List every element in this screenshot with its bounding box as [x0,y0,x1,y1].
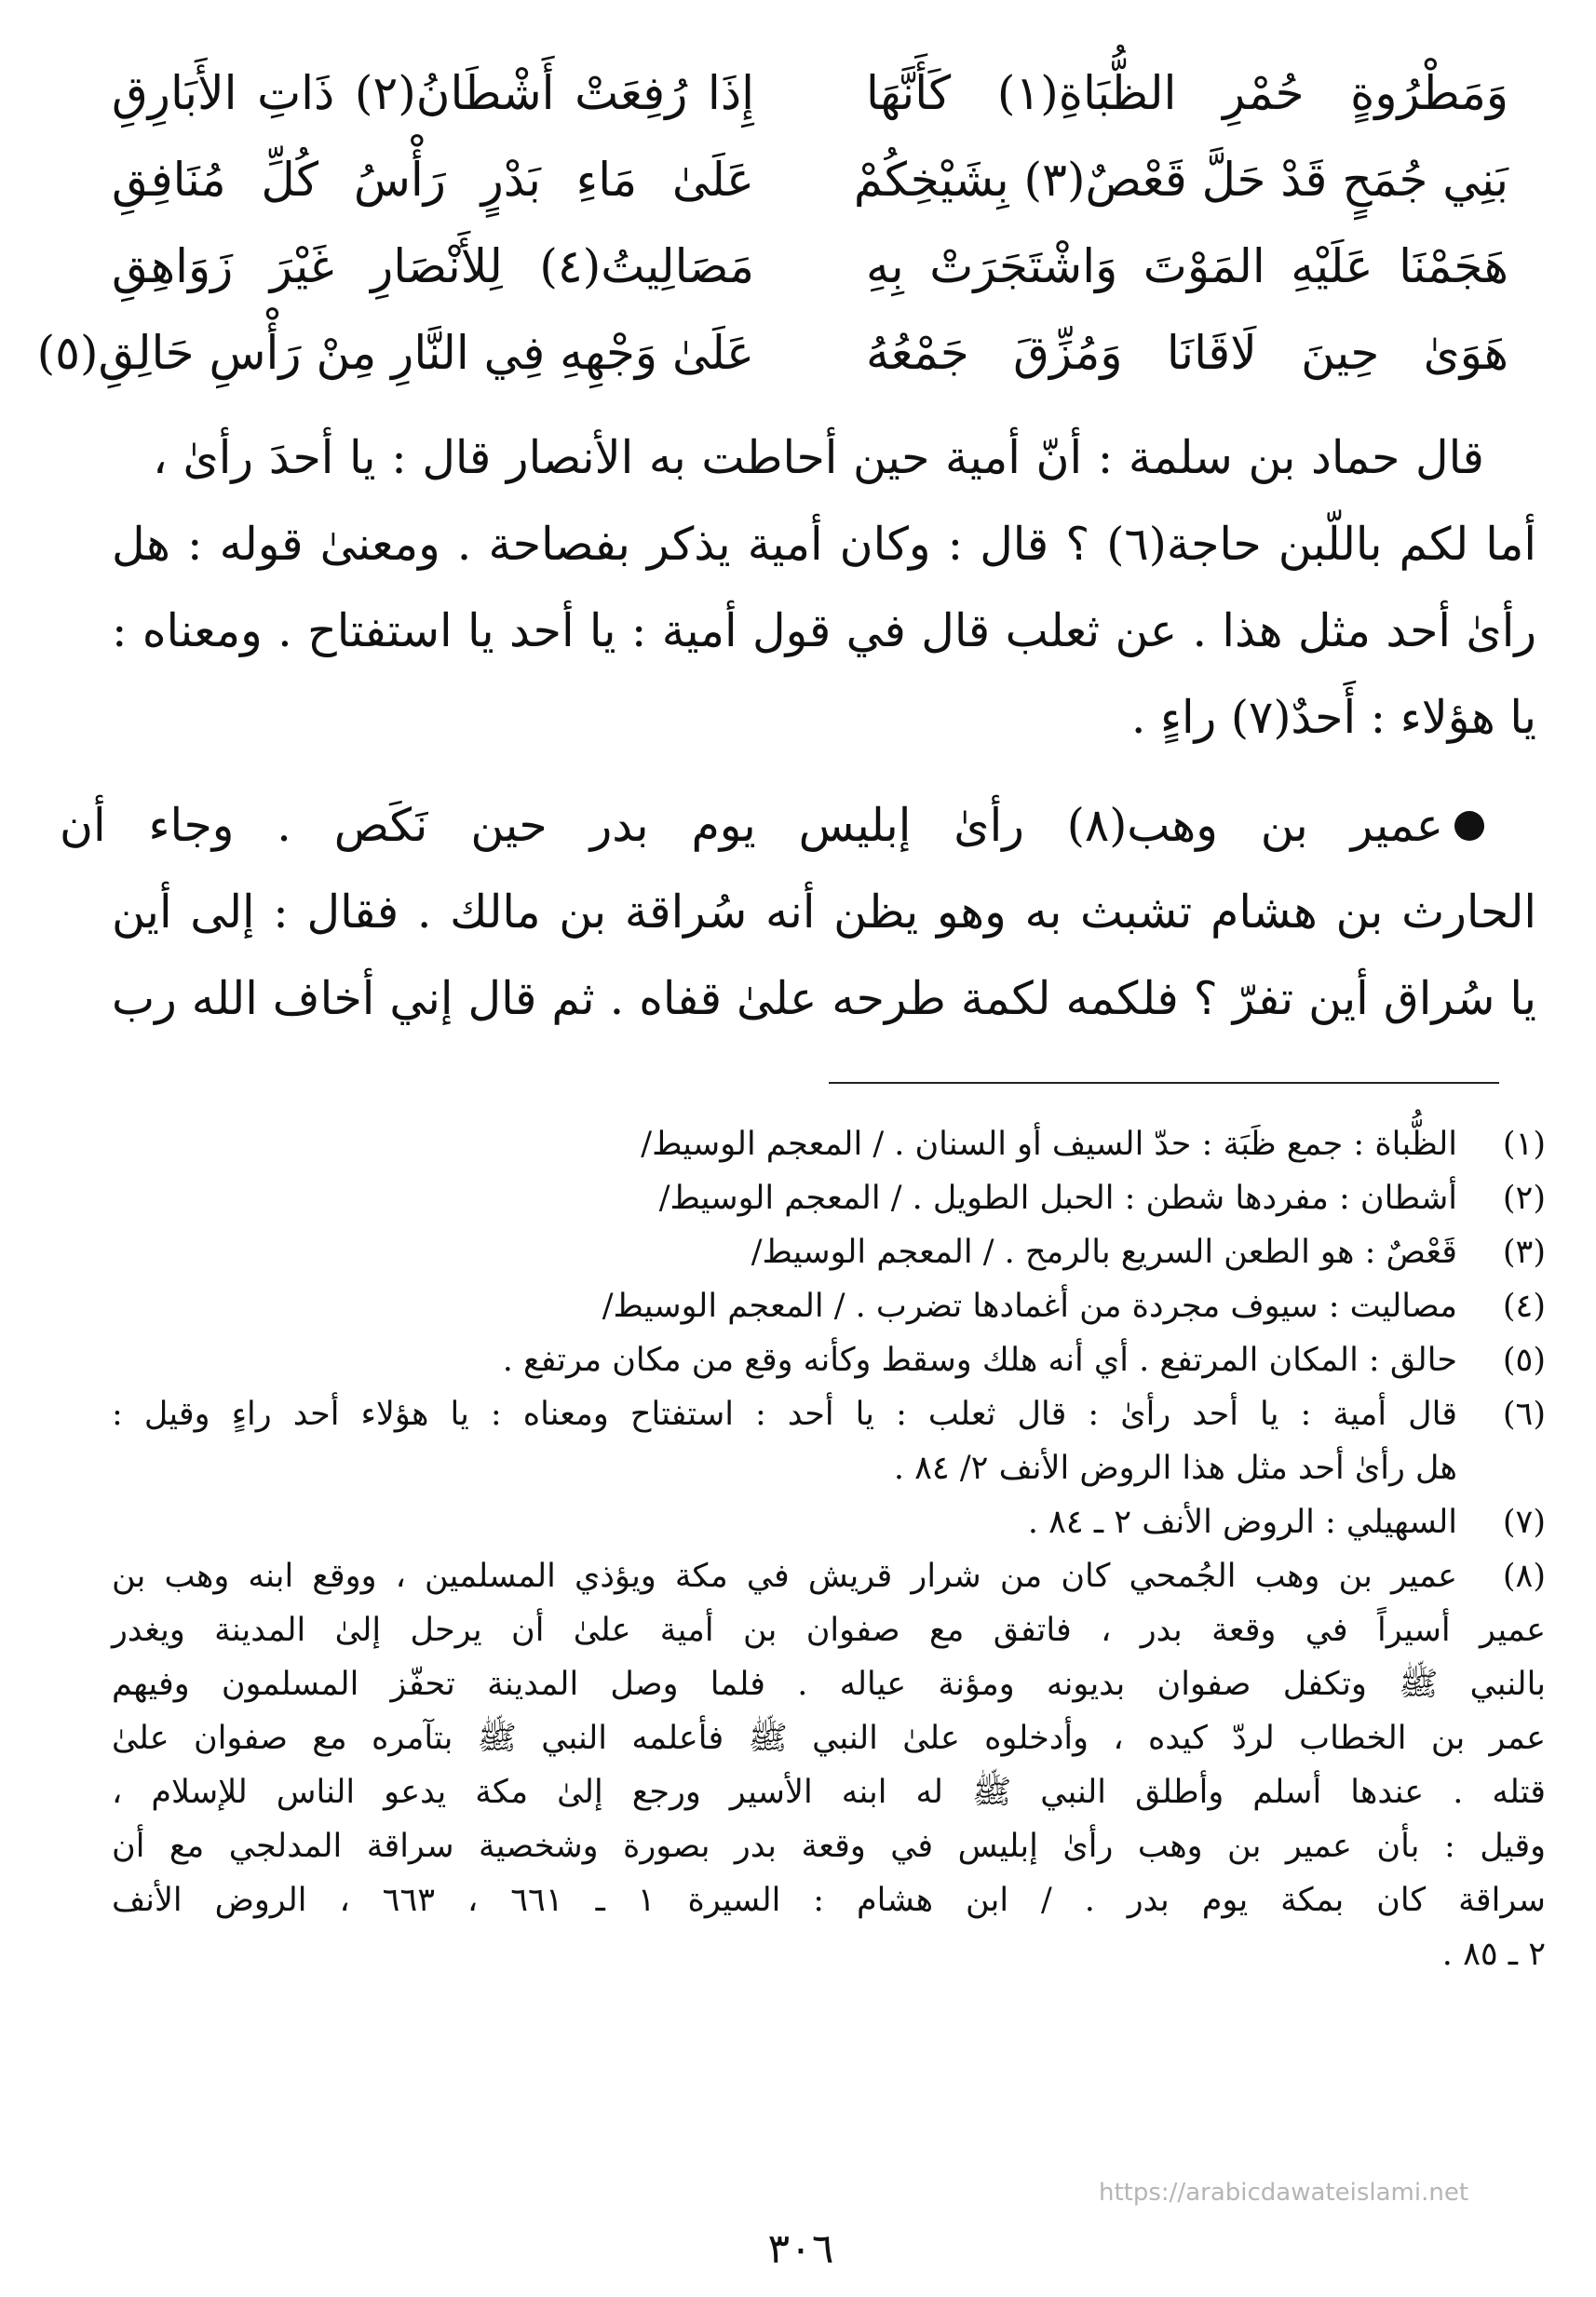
verse-first-hemistich: هَوَىٰ حِينَ لَاقَانَا وَمُزِّقَ جَمْعُهُ [866,326,1508,380]
footnote-text: عمير بن وهب الجُمحي كان من شرار قريش في مكة ويؤذي المسلمين ، ووقع ابنه وهب بن [112,1558,1457,1595]
footnote-number: (٦) [1502,1396,1546,1433]
bulleted-paragraph-line [60,782,1484,869]
footnote [112,1225,1546,1279]
footnote-number: (٨) [1502,1558,1546,1595]
verse-second-hemistich: عَلَىٰ وَجْهِهِ فِي النَّارِ مِنْ رَأْسِ حَالِقِ(٥) [36,326,754,380]
poem-verse [36,316,1508,402]
verse-second-hemistich: إِذَا رُفِعَتْ أَشْطَانُ(٢) ذَاتِ الأَبَارِقِ [112,66,754,120]
footnote-text: ٢ ـ ٨٥ . [1441,1936,1546,1973]
verse-second-hemistich: مَصَالِيتُ(٤) لِلأَنْصَارِ غَيْرَ زَوَاهِقِ [112,239,754,293]
footnote-text: الظُّباة : جمع ظَبَة : حدّ السيف أو السنان . / المعجم الوسيط/ [641,1126,1457,1163]
watermark-url: https://arabicdawateislami.net [1099,2179,1469,2207]
page-number: ٣٠٦ [767,2225,834,2273]
footnote-separator [829,1082,1499,1084]
footnote-text: حالق : المكان المرتفع . أي أنه هلك وسقط وكأنه وقع من مكان مرتفع . [502,1342,1457,1379]
footnote-text: عمير أسيراً في وقعة بدر ، فاتفق مع صفوان بن أمية علىٰ أن يرحل إلىٰ المدينة ويغدر [112,1612,1546,1649]
poem-verse [112,229,1508,316]
verse-first-hemistich: هَجَمْنَا عَلَيْهِ المَوْتَ وَاشْتَجَرَتْ بِهِ [866,239,1508,293]
paragraph-text: عمير بن وهب(٨) رأىٰ إبليس يوم بدر حين نَكَص . وجاء أن [60,799,1443,852]
footnote [112,1279,1546,1333]
footnote-text: قَعْصٌ : هو الطعن السريع بالرمح . / المعجم الوسيط/ [751,1234,1457,1271]
poem-verse [112,56,1508,142]
footnote-number: (٧) [1502,1504,1546,1541]
footnote-text: هل رأىٰ أحد مثل هذا الروض الأنف ٢/ ٨٤ . [893,1450,1457,1487]
footnote-text: عمر بن الخطاب لردّ كيده ، وأدخلوه علىٰ النبي ﷺ فأعلمه النبي ﷺ بتآمره مع صفوان علىٰ [112,1720,1546,1757]
footnote-text: مصاليت : سيوف مجردة من أغمادها تضرب . / المعجم الوسيط/ [602,1288,1457,1325]
poem-verse [112,142,1508,229]
verse-second-hemistich: عَلَىٰ مَاءِ بَدْرٍ رَأْسُ كُلِّ مُنَافِقِ [112,153,754,207]
body-paragraph-line: رأىٰ أحد مثل هذا . عن ثعلب قال في قول أمية : يا أحد يا استفتاح . ومعناه : [112,604,1536,657]
footnote-number: (٤) [1502,1288,1546,1325]
footnote-text: السهيلي : الروض الأنف ٢ ـ ٨٤ . [1027,1504,1457,1541]
footnote-text: سراقة كان بمكة يوم بدر . / ابن هشام : السيرة ١ ـ ٦٦١ ، ٦٦٣ ، الروض الأنف [112,1882,1546,1919]
poem [36,56,1509,402]
body-paragraph-line: يا سُراق أين تفرّ ؟ فلكمه لكمة طرحه علىٰ قفاه . ثم قال إني أخاف الله رب [112,972,1536,1025]
body-paragraph-line: أما لكم باللّبن حاجة(٦) ؟ قال : وكان أمية يذكر بفصاحة . ومعنىٰ قوله : هل [112,518,1537,571]
verse-first-hemistich: وَمَطْرُوةٍ حُمْرِ الظُّبَاةِ(١) كَأَنَّهَا [866,66,1509,120]
footnote-text: وقيل : بأن عمير بن وهب رأىٰ إبليس في وقعة بدر بصورة وشخصية سراقة المدلجي مع أن [112,1828,1546,1865]
footnote [112,1333,1546,1387]
footnote-number: (٥) [1502,1342,1546,1379]
footnote-text: أشطان : مفردها شطن : الحبل الطويل . / المعجم الوسيط/ [658,1180,1457,1217]
footnote [112,1549,1546,1987]
footnote-text: قتله . عندها أسلم وأطلق النبي ﷺ له ابنه الأسير ورجع إلىٰ مكة يدعو الناس للإسلام ، [112,1774,1546,1811]
footnote-text: بالنبي ﷺ وتكفل صفوان بديونه ومؤنة عياله . فلما وصل المدينة تحفّز المسلمون وفيهم [112,1666,1546,1703]
verse-first-hemistich: بَنِي جُمَحٍ قَدْ حَلَّ قَعْصٌ(٣) بِشَيْخِكُمْ [853,153,1508,207]
footnote [112,1387,1546,1495]
body-paragraph-line: الحارث بن هشام تشبث به وهو يظن أنه سُراقة بن مالك . فقال : إلى أين [112,885,1536,939]
body-paragraph-line: يا هؤلاء : أَحدٌ(٧) راءٍ . [1130,691,1536,744]
body-paragraph-line: قال حماد بن سلمة : أنّ أمية حين أحاطت به الأنصار قال : يا أحدَ رأىٰ ، [153,431,1484,484]
footnote [112,1495,1546,1549]
footnote-number: (٢) [1502,1180,1546,1217]
footnote [112,1117,1546,1171]
footnote [112,1171,1546,1225]
footnote-number: (١) [1502,1126,1546,1163]
footnote-text: قال أمية : يا أحد رأىٰ : قال ثعلب : يا أحد : استفتاح ومعناه : يا هؤلاء أحد راءٍ وقيل : [112,1396,1457,1433]
bullet-icon [1454,811,1484,841]
footnote-number: (٣) [1502,1234,1546,1271]
